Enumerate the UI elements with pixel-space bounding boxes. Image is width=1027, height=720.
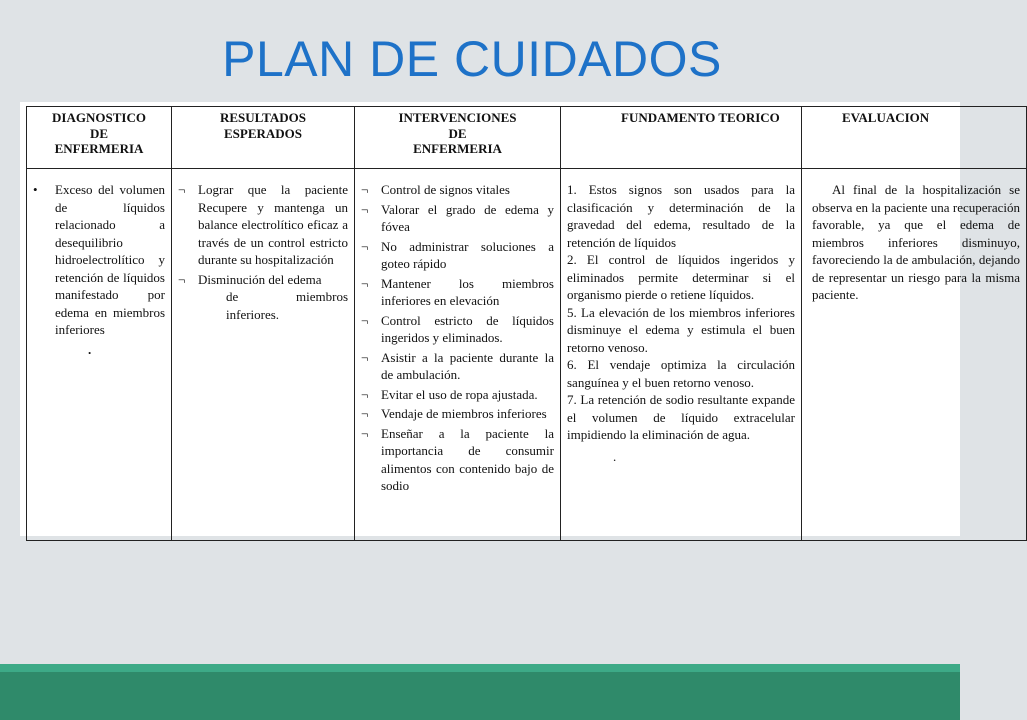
marker-icon: ¬	[361, 201, 369, 217]
list-item	[178, 181, 348, 269]
intervencion-text: Vendaje de miembros inferiores	[381, 406, 547, 421]
list-item	[178, 271, 348, 324]
marker-icon: ¬	[361, 312, 369, 328]
diagnostico-list	[33, 181, 165, 339]
marker-icon: ¬	[361, 406, 369, 421]
fundamento-paragraph: 1. Estos signos son usados para la clasificación y determinación de la gravedad del edema, resultado de la retención de líquidos	[567, 182, 795, 250]
fundamento-paragraph: 2. El control de líquidos ingeridos y eliminados permite determinar si el organismo pierde o retiene líquidos.	[567, 252, 795, 302]
header-line: DE	[89, 125, 109, 141]
cell-evaluacion	[802, 169, 1027, 541]
slide-title	[0, 30, 960, 88]
header-fundamento	[561, 107, 802, 169]
header-line: EVALUACION	[842, 110, 930, 125]
list-item	[361, 386, 554, 404]
marker-icon: ¬	[361, 182, 369, 197]
header-intervenciones	[355, 107, 561, 169]
header-line: FUNDAMENTO TEORICO	[621, 110, 780, 125]
header-line: ENFERMERIA	[54, 141, 144, 157]
footer-bar	[0, 672, 960, 720]
list-item	[361, 349, 554, 384]
header-line: ESPERADOS	[223, 125, 303, 141]
marker-icon: ¬	[361, 386, 369, 402]
fundamento-trailing-dot: .	[613, 448, 617, 464]
footer-accent-band	[0, 664, 960, 672]
marker-icon: ¬	[361, 425, 369, 441]
list-item	[361, 238, 554, 273]
header-resultados	[172, 107, 355, 169]
resultado-text: Disminución del edema	[198, 271, 322, 287]
cell-fundamento	[561, 169, 802, 541]
fundamento-paragraph: 7. La retención de sodio resultante expande el volumen de líquido extracelular impidiendo la eliminación de agua.	[567, 392, 795, 442]
header-evaluacion	[802, 107, 1027, 169]
intervencion-text: Asistir a la paciente durante la de ambulación.	[381, 349, 554, 382]
header-line: DE	[448, 125, 467, 141]
list-item	[361, 201, 554, 236]
intervencion-text: No administrar soluciones a goteo rápido	[381, 238, 554, 271]
cell-intervenciones	[355, 169, 561, 541]
table-row	[27, 169, 1027, 541]
resultado-text: de miembros inferiores.	[226, 289, 348, 322]
header-line: RESULTADOS	[220, 110, 306, 125]
header-diagnostico	[27, 107, 172, 169]
evaluacion-text: Al final de la hospitalización se observa en la paciente una recuperación favorable, ya que el edema de miembros inferiores disminuyo, favoreciendo la de ambulación, dejando de representar un riesgo para la misma paciente.	[812, 182, 1020, 302]
intervenciones-list	[361, 181, 554, 495]
slide-title-text: PLAN DE CUIDADOS	[222, 31, 722, 87]
list-item	[361, 275, 554, 310]
intervencion-text: Control de signos vitales	[381, 182, 510, 197]
intervencion-text: Evitar el uso de ropa ajustada.	[381, 386, 538, 402]
resultado-text: Lograr que la paciente Recupere y mantenga un balance electrolítico eficaz a través de un control estricto durante su hospitalización	[198, 182, 348, 267]
cell-diagnostico	[27, 169, 172, 541]
diagnostico-text: Exceso del volumen de líquidos relacionado a desequilibrio hidroelectrolítico y retención de líquidos manifestado por edema en miembros inferiores	[55, 182, 165, 337]
marker-icon: ¬	[361, 349, 369, 365]
intervencion-text: Enseñar a la paciente la importancia de consumir alimentos con contenido bajo de sodio	[381, 425, 554, 493]
intervencion-text: Valorar el grado de edema y fóvea	[381, 201, 554, 234]
header-line: ENFERMERIA	[413, 141, 502, 157]
list-item	[361, 312, 554, 347]
table-header-row	[27, 107, 1027, 169]
header-line: INTERVENCIONES	[398, 110, 517, 125]
list-item	[33, 181, 165, 339]
marker-icon: ¬	[178, 182, 186, 197]
care-plan-sheet	[20, 102, 1020, 536]
list-item	[361, 425, 554, 495]
fundamento-paragraph: 6. El vendaje optimiza la circulación sanguínea y el buen retorno venoso.	[567, 357, 795, 390]
resultados-list	[178, 181, 348, 323]
trailing-dot: .	[88, 341, 92, 357]
marker-icon: ¬	[178, 271, 186, 287]
list-item	[361, 405, 554, 423]
care-plan-table	[26, 106, 1027, 541]
header-line: DIAGNOSTICO	[52, 110, 146, 125]
cell-resultados	[172, 169, 355, 541]
marker-icon: ¬	[361, 275, 369, 291]
list-item	[361, 181, 554, 199]
fundamento-paragraph: 5. La elevación de los miembros inferiores disminuye el edema y estimula el buen retorno venoso.	[567, 304, 795, 355]
intervencion-text: Mantener los miembros inferiores en elevación	[381, 275, 554, 308]
bullet-icon: •	[33, 182, 38, 197]
intervencion-text: Control estricto de líquidos ingeridos y eliminados.	[381, 312, 554, 345]
marker-icon: ¬	[361, 238, 369, 254]
